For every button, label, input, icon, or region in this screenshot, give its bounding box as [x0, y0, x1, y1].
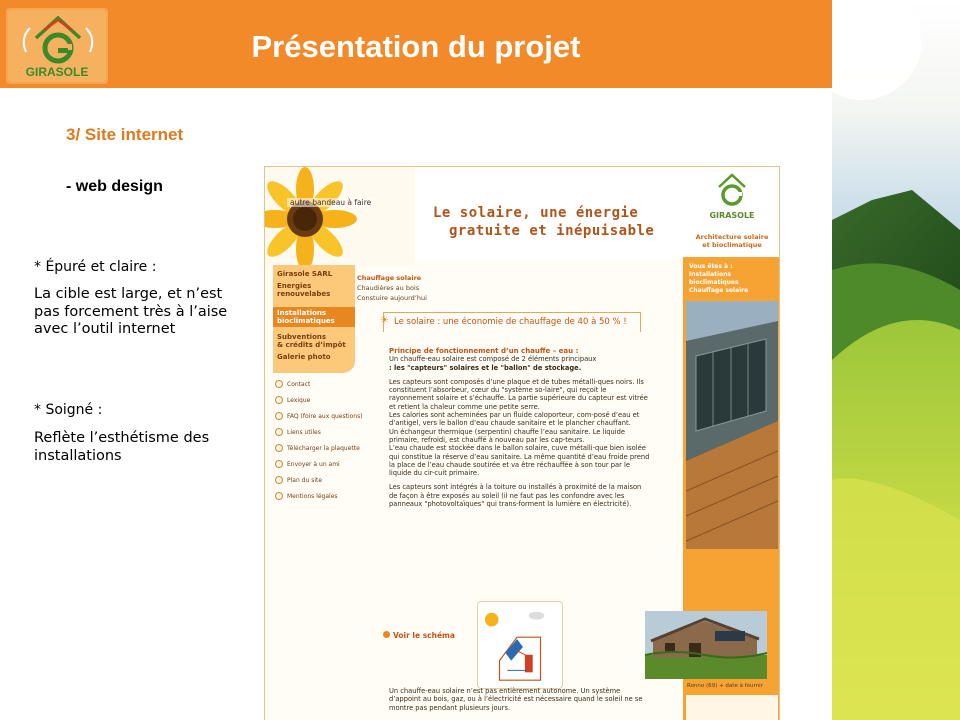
mail-icon	[275, 460, 283, 468]
subnav-item-chaudieres[interactable]: Chaudières au bois	[357, 284, 420, 292]
util-label: Mentions légales	[287, 493, 338, 500]
nav-item-installations[interactable]: Installations	[277, 309, 327, 317]
paragraph-3: Un échangeur thermique (serpentin) chauffe l’eau sanitaire. Le liquide primaire, refroidi, est chauffé à nouveau par les cap-teurs.	[389, 427, 625, 444]
tagline-line-2: gratuite et inépuisable	[449, 223, 655, 239]
breadcrumb-item-2[interactable]: Chauffage solaire	[689, 287, 749, 294]
util-link-mentions[interactable]	[279, 493, 338, 500]
lexique-icon	[275, 396, 283, 404]
breadcrumb	[689, 263, 780, 295]
util-label: Télécharger la plaquette	[287, 445, 360, 452]
sunflower-image	[265, 167, 415, 267]
headline: Le solaire : une économie de chauffage de 40 à 50 % !	[394, 317, 627, 327]
banner-caption: autre bandeau à faire	[287, 198, 374, 207]
arrow-icon	[383, 631, 390, 638]
util-link-lexique[interactable]	[279, 397, 310, 404]
website-mockup	[264, 166, 780, 720]
nav-item-installations-line2[interactable]: bioclimatiques	[277, 317, 335, 325]
article-body	[389, 347, 651, 508]
logo-text: GIRASOLE	[25, 65, 89, 79]
paragraph-4: L’eau chaude est stockée dans le ballon solaire, cuve métalli-que bien isolée qui constitue la réserve d’eau sanitaire. La même quantité d’eau froide prend la place de l’eau chaude soutirée et va être réchauffée à son tour par le liquide du cir-cuit primaire.	[389, 444, 650, 478]
nav-item-subventions-line2[interactable]: & crédits d’impôt	[277, 341, 346, 349]
mockup-logo-icon	[683, 167, 780, 211]
links-icon	[275, 428, 283, 436]
breadcrumb-label: Vous êtes à :	[689, 263, 733, 270]
solar-roof-photo	[686, 301, 778, 549]
paragraph-1: Les capteurs sont composés d’une plaque et de tubes métalli-ques noirs. Ils constituent l’absorbeur, cœur du "système so-laire", qui reçoit le rayonnement solaire et s’échauffe. La partie supérieure du capteur est vitrée et retient la chaleur comme une petite serre.	[389, 377, 648, 411]
principle-title: Principe de fonctionnement d’un chauffe – eau :	[389, 347, 579, 355]
bullet-1-body: La cible est large, et n’est pas forcement très à l’aise avec l’outil internet	[34, 286, 228, 337]
breadcrumb-item-1[interactable]: Installations bioclimatiques	[689, 271, 739, 286]
subnav-item-construire[interactable]: Constuire aujourd’hui	[357, 294, 427, 302]
tagline-line-1: Le solaire, une énergie	[433, 205, 639, 221]
util-link-plaquette[interactable]	[279, 445, 360, 452]
mockup-logo[interactable]	[683, 167, 780, 257]
util-label: FAQ (foire aux questions)	[287, 413, 363, 420]
headline-box	[380, 312, 641, 332]
paragraph-2: Les calories sont acheminées par un fluide caloporteur, com-posé d’eau et d’antigel, vers le ballon d’eau chaude sanitaire et le plancher chauffant.	[389, 411, 640, 428]
house-photo	[645, 611, 767, 679]
util-label: Contact	[287, 381, 311, 388]
right-column-footer	[686, 695, 778, 720]
bullet-2-body: Reflète l’esthétisme des installations	[34, 430, 210, 464]
bullet-1-title: * Épuré et claire :	[34, 259, 157, 275]
contact-icon	[275, 380, 283, 388]
section-heading: 3/ Site internet	[66, 125, 184, 144]
bullet-2-title: * Soigné :	[34, 402, 103, 418]
nav-item-girasole[interactable]: Girasole SARL	[277, 270, 333, 278]
footer-paragraph: Un chauffe-eau solaire n’est pas entièrement autonome. Un système d’appoint au bois, gaz, ou à l’électricité est nécessaire quand le soleil ne se montre pas pendant plusieurs jours.	[389, 687, 643, 712]
nav-item-galerie[interactable]: Galerie photo	[277, 353, 331, 361]
util-link-plan[interactable]	[279, 477, 322, 484]
subnav-item-chauffage[interactable]: Chauffage solaire	[357, 274, 422, 282]
util-link-ami[interactable]	[279, 461, 340, 468]
schema-diagram[interactable]	[477, 601, 563, 689]
util-label: Envoyer à un ami	[287, 461, 340, 468]
mockup-subnav	[357, 273, 427, 303]
landscape-image	[832, 0, 960, 720]
mockup-logo-tagline-1: Architecture solaire	[695, 233, 769, 241]
mockup-nav	[273, 265, 355, 373]
util-label: Lexique	[287, 397, 311, 404]
util-link-liens[interactable]	[279, 429, 321, 436]
faq-icon	[275, 412, 283, 420]
voir-schema-link[interactable]: Voir le schéma	[393, 631, 455, 640]
util-label: Liens utiles	[287, 429, 321, 436]
mockup-logo-name: GIRASOLE	[709, 211, 755, 220]
principle-intro-2: : les "capteurs" solaires et le "ballon" de stockage.	[389, 363, 582, 372]
nav-item-energies-line2[interactable]: renouvelabes	[277, 290, 331, 298]
util-label: Plan du site	[287, 477, 323, 484]
mockup-banner	[265, 167, 780, 259]
paragraph-5: Les capteurs sont intégrés à la toiture ou installés à proximité de la maison de façon à être exposés au soleil (il ne faut pas les confondre avec les panneaux "photovoltaïques" qui trans-forment la lumière en électricité).	[389, 483, 642, 509]
util-link-faq[interactable]	[279, 413, 363, 420]
photo-caption: Ronno (69) + date à fournir	[687, 683, 763, 689]
nav-item-subventions[interactable]: Subventions	[277, 333, 327, 341]
sun-icon: ☀	[380, 315, 389, 326]
mockup-logo-tagline	[683, 233, 780, 249]
nav-item-energies[interactable]: Energies	[277, 282, 312, 290]
sitemap-icon	[275, 476, 283, 484]
download-icon	[275, 444, 283, 452]
decorative-landscape	[832, 0, 960, 720]
sub-heading: - web design	[66, 178, 163, 195]
legal-icon	[275, 492, 283, 500]
slide-title: Présentation du projet	[251, 29, 581, 64]
mockup-logo-tagline-2: et bioclimatique	[702, 241, 762, 249]
util-link-contact[interactable]	[279, 381, 310, 388]
principle-intro: Un chauffe-eau solaire est composé de 2 éléments principaux	[389, 355, 597, 364]
